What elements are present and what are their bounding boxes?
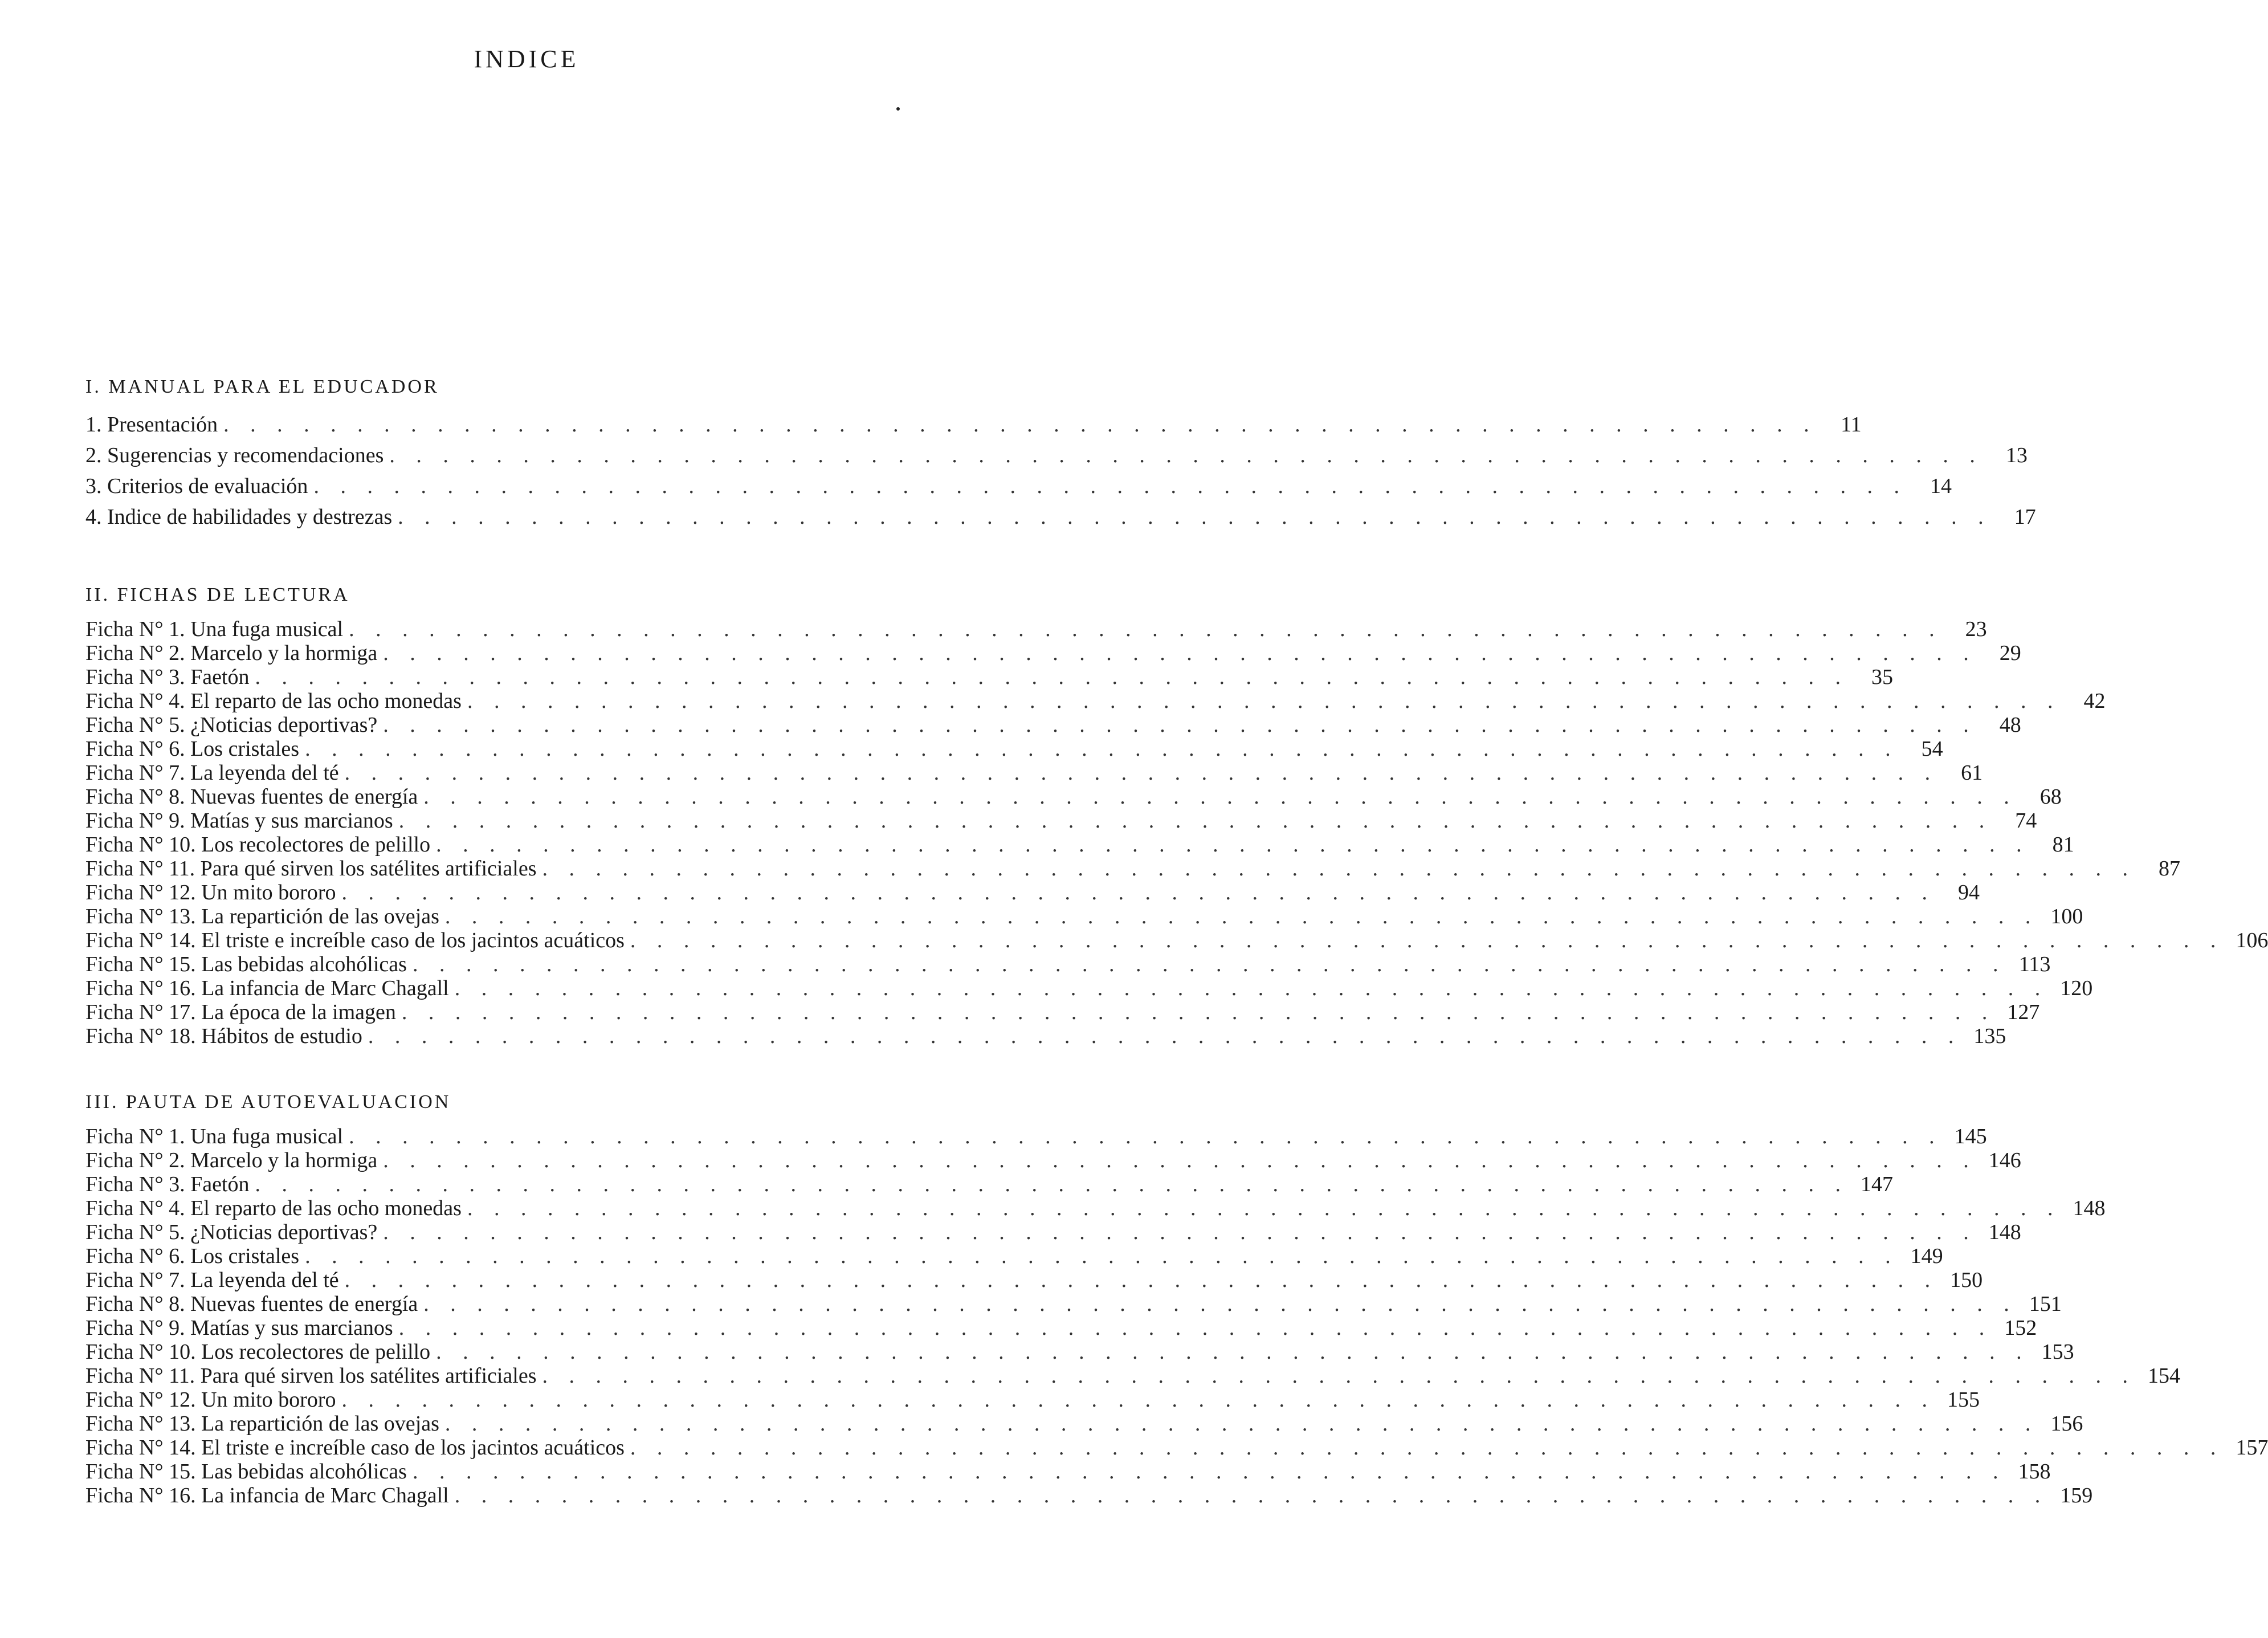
entry-page-number: 148 [2073, 1196, 2106, 1220]
dot-leader: . . . . . . . . . . . . . . . . . . . . . . . . . . . . . . . . . . . . . . . . . . . . . . . . . . . . . . . . . . . . [383, 1148, 1977, 1172]
entry-page-number: 154 [2148, 1364, 2181, 1388]
entry-page-number: 146 [1988, 1148, 2021, 1172]
entry-page-number: 48 [1999, 713, 2021, 737]
scan-speck [896, 107, 900, 111]
entry-page-number: 135 [1973, 1024, 2006, 1048]
toc-entry [85, 1316, 2037, 1340]
entry-page-number: 54 [1921, 737, 1943, 761]
toc-entry [85, 952, 2051, 976]
dot-leader: . . . . . . . . . . . . . . . . . . . . . . . . . . . . . . . . . . . . . . . . . . . . . . . . . . . . . . . . . . . . [383, 641, 1977, 665]
dot-leader: . . . . . . . . . . . . . . . . . . . . . . . . . . . . . . . . . . . . . . . . . . . . . . . . . . . . . . . . . . . . [223, 413, 1817, 437]
entry-title: Ficha N° 15. Las bebidas alcohólicas [85, 952, 407, 976]
entry-page-number: 74 [2015, 809, 2037, 833]
entry-page-number: 23 [1965, 617, 1987, 641]
toc-entry [85, 1484, 2093, 1507]
dot-leader: . . . . . . . . . . . . . . . . . . . . . . . . . . . . . . . . . . . . . . . . . . . . . . . . . . . . . . . . . . . . [255, 665, 1849, 689]
dot-leader: . . . . . . . . . . . . . . . . . . . . . . . . . . . . . . . . . . . . . . . . . . . . . . . . . . . . . . . . . . . . [542, 1364, 2136, 1388]
dot-leader: . . . . . . . . . . . . . . . . . . . . . . . . . . . . . . . . . . . . . . . . . . . . . . . . . . . . . . . . . . . . [542, 857, 2136, 881]
dot-leader: . . . . . . . . . . . . . . . . . . . . . . . . . . . . . . . . . . . . . . . . . . . . . . . . . . . . . . . . . . . . [401, 1000, 1996, 1024]
entry-title: Ficha N° 4. El reparto de las ocho monedas [85, 1196, 462, 1220]
entry-title: Ficha N° 1. Una fuga musical [85, 1124, 344, 1148]
entry-page-number: 17 [2014, 505, 2036, 529]
toc-entry [85, 1292, 2062, 1316]
dot-leader: . . . . . . . . . . . . . . . . . . . . . . . . . . . . . . . . . . . . . . . . . . . . . . . . . . . . . . . . . . . . [436, 833, 2030, 857]
entry-page-number: 87 [2159, 857, 2181, 881]
dot-leader: . . . . . . . . . . . . . . . . . . . . . . . . . . . . . . . . . . . . . . . . . . . . . . . . . . . . . . . . . . . . [412, 1460, 2006, 1484]
entry-title: Ficha N° 15. Las bebidas alcohólicas [85, 1460, 407, 1484]
dot-leader: . . . . . . . . . . . . . . . . . . . . . . . . . . . . . . . . . . . . . . . . . . . . . . . . . . . . . . . . . . . . [389, 443, 1983, 467]
dot-leader: . . . . . . . . . . . . . . . . . . . . . . . . . . . . . . . . . . . . . . . . . . . . . . . . . . . . . . . . . . . . [349, 617, 1943, 641]
toc-entry [85, 1244, 1943, 1268]
entry-title: 3. Criterios de evaluación [85, 474, 308, 498]
section-heading: I. MANUAL PARA EL EDUCADOR [85, 376, 439, 397]
entry-title: Ficha N° 2. Marcelo y la hormiga [85, 641, 378, 665]
toc-entry [85, 928, 2268, 952]
dot-leader: . . . . . . . . . . . . . . . . . . . . . . . . . . . . . . . . . . . . . . . . . . . . . . . . . . . . . . . . . . . . [454, 976, 2049, 1000]
dot-leader: . . . . . . . . . . . . . . . . . . . . . . . . . . . . . . . . . . . . . . . . . . . . . . . . . . . . . . . . . . . . [305, 737, 1899, 761]
entry-title: Ficha N° 14. El triste e increíble caso de los jacintos acuáticos [85, 928, 625, 952]
entry-page-number: 148 [1988, 1220, 2021, 1244]
dot-leader: . . . . . . . . . . . . . . . . . . . . . . . . . . . . . . . . . . . . . . . . . . . . . . . . . . . . . . . . . . . . [341, 1388, 1935, 1412]
entry-title: Ficha N° 17. La época de la imagen [85, 1000, 396, 1024]
entry-title: Ficha N° 8. Nuevas fuentes de energía [85, 785, 418, 809]
entry-title: Ficha N° 8. Nuevas fuentes de energía [85, 1292, 418, 1316]
dot-leader: . . . . . . . . . . . . . . . . . . . . . . . . . . . . . . . . . . . . . . . . . . . . . . . . . . . . . . . . . . . . [349, 1124, 1943, 1148]
section-heading: II. FICHAS DE LECTURA [85, 584, 350, 605]
entry-page-number: 157 [2236, 1436, 2268, 1460]
entry-title: Ficha N° 10. Los recolectores de pelillo [85, 833, 431, 857]
toc-entry [85, 1460, 2051, 1484]
entry-page-number: 42 [2083, 689, 2106, 713]
entry-title: Ficha N° 16. La infancia de Marc Chagall [85, 1484, 449, 1507]
toc-entry [85, 689, 2106, 713]
toc-entry [85, 617, 1987, 641]
dot-leader: . . . . . . . . . . . . . . . . . . . . . . . . . . . . . . . . . . . . . . . . . . . . . . . . . . . . . . . . . . . . [444, 904, 2039, 928]
dot-leader: . . . . . . . . . . . . . . . . . . . . . . . . . . . . . . . . . . . . . . . . . . . . . . . . . . . . . . . . . . . . [383, 713, 1977, 737]
entry-title: 1. Presentación [85, 413, 218, 437]
dot-leader: . . . . . . . . . . . . . . . . . . . . . . . . . . . . . . . . . . . . . . . . . . . . . . . . . . . . . . . . . . . . [444, 1412, 2039, 1436]
toc-entry [85, 713, 2021, 737]
dot-leader: . . . . . . . . . . . . . . . . . . . . . . . . . . . . . . . . . . . . . . . . . . . . . . . . . . . . . . . . . . . . [467, 1196, 2061, 1220]
entry-title: Ficha N° 6. Los cristales [85, 1244, 300, 1268]
entry-title: Ficha N° 7. La leyenda del té [85, 761, 339, 785]
entry-title: Ficha N° 12. Un mito bororo [85, 881, 336, 904]
toc-entry [85, 1412, 2083, 1436]
entry-page-number: 147 [1861, 1172, 1893, 1196]
dot-leader: . . . . . . . . . . . . . . . . . . . . . . . . . . . . . . . . . . . . . . . . . . . . . . . . . . . . . . . . . . . . [630, 1436, 2224, 1460]
toc-entry [85, 809, 2037, 833]
dot-leader: . . . . . . . . . . . . . . . . . . . . . . . . . . . . . . . . . . . . . . . . . . . . . . . . . . . . . . . . . . . . [398, 809, 1993, 833]
entry-page-number: 145 [1954, 1124, 1987, 1148]
entry-title: Ficha N° 11. Para qué sirven los satélites artificiales [85, 857, 537, 881]
dot-leader: . . . . . . . . . . . . . . . . . . . . . . . . . . . . . . . . . . . . . . . . . . . . . . . . . . . . . . . . . . . . [423, 1292, 2017, 1316]
entry-title: Ficha N° 13. La repartición de las ovejas [85, 1412, 439, 1436]
entry-title: Ficha N° 3. Faetón [85, 1172, 250, 1196]
toc-entry [85, 761, 1983, 785]
entry-page-number: 11 [1841, 413, 1862, 437]
entry-title: 4. Indice de habilidades y destrezas [85, 505, 393, 529]
toc-entry [85, 904, 2083, 928]
toc-entry [85, 857, 2181, 881]
dot-leader: . . . . . . . . . . . . . . . . . . . . . . . . . . . . . . . . . . . . . . . . . . . . . . . . . . . . . . . . . . . . [454, 1484, 2049, 1507]
entry-page-number: 94 [1958, 881, 1980, 904]
entry-page-number: 113 [2018, 952, 2051, 976]
entry-page-number: 152 [2004, 1316, 2037, 1340]
entry-page-number: 29 [1999, 641, 2021, 665]
toc-entry [85, 1196, 2106, 1220]
toc-entry [85, 1364, 2181, 1388]
entry-title: Ficha N° 5. ¿Noticias deportivas? [85, 1220, 378, 1244]
dot-leader: . . . . . . . . . . . . . . . . . . . . . . . . . . . . . . . . . . . . . . . . . . . . . . . . . . . . . . . . . . . . [305, 1244, 1899, 1268]
toc-list [85, 409, 2036, 532]
entry-title: Ficha N° 6. Los cristales [85, 737, 300, 761]
entry-title: Ficha N° 18. Hábitos de estudio [85, 1024, 362, 1048]
toc-entry [85, 641, 2021, 665]
toc-list [85, 617, 2268, 1048]
toc-entry [85, 440, 2028, 471]
entry-page-number: 68 [2039, 785, 2062, 809]
toc-entry [85, 1388, 1980, 1412]
entry-title: Ficha N° 4. El reparto de las ocho monedas [85, 689, 462, 713]
dot-leader: . . . . . . . . . . . . . . . . . . . . . . . . . . . . . . . . . . . . . . . . . . . . . . . . . . . . . . . . . . . . [436, 1340, 2030, 1364]
entry-page-number: 149 [1910, 1244, 1943, 1268]
dot-leader: . . . . . . . . . . . . . . . . . . . . . . . . . . . . . . . . . . . . . . . . . . . . . . . . . . . . . . . . . . . . [398, 505, 1992, 529]
dot-leader: . . . . . . . . . . . . . . . . . . . . . . . . . . . . . . . . . . . . . . . . . . . . . . . . . . . . . . . . . . . . [344, 761, 1939, 785]
toc-entry [85, 785, 2062, 809]
toc-entry [85, 976, 2093, 1000]
entry-title: Ficha N° 11. Para qué sirven los satélites artificiales [85, 1364, 537, 1388]
entry-page-number: 61 [1961, 761, 1983, 785]
entry-page-number: 151 [2029, 1292, 2062, 1316]
toc-entry [85, 665, 1893, 689]
toc-entry [85, 1148, 2021, 1172]
dot-leader: . . . . . . . . . . . . . . . . . . . . . . . . . . . . . . . . . . . . . . . . . . . . . . . . . . . . . . . . . . . . [344, 1268, 1939, 1292]
entry-page-number: 150 [1950, 1268, 1983, 1292]
entry-title: Ficha N° 2. Marcelo y la hormiga [85, 1148, 378, 1172]
toc-list [85, 1124, 2268, 1507]
page-title: INDICE [474, 45, 580, 73]
dot-leader: . . . . . . . . . . . . . . . . . . . . . . . . . . . . . . . . . . . . . . . . . . . . . . . . . . . . . . . . . . . . [423, 785, 2017, 809]
entry-page-number: 120 [2060, 976, 2093, 1000]
toc-entry [85, 881, 1980, 904]
entry-page-number: 127 [2007, 1000, 2040, 1024]
entry-page-number: 156 [2050, 1412, 2083, 1436]
entry-title: Ficha N° 14. El triste e increíble caso de los jacintos acuáticos [85, 1436, 625, 1460]
entry-title: 2. Sugerencias y recomendaciones [85, 443, 384, 467]
toc-entry [85, 1340, 2074, 1364]
entry-title: Ficha N° 9. Matías y sus marcianos [85, 1316, 393, 1340]
entry-title: Ficha N° 7. La leyenda del té [85, 1268, 339, 1292]
entry-page-number: 106 [2236, 928, 2268, 952]
toc-entry [85, 1124, 1987, 1148]
dot-leader: . . . . . . . . . . . . . . . . . . . . . . . . . . . . . . . . . . . . . . . . . . . . . . . . . . . . . . . . . . . . [630, 928, 2224, 952]
toc-entry [85, 1024, 2006, 1048]
entry-page-number: 155 [1947, 1388, 1980, 1412]
entry-title: Ficha N° 12. Un mito bororo [85, 1388, 336, 1412]
toc-entry [85, 737, 1943, 761]
toc-entry [85, 1220, 2021, 1244]
entry-title: Ficha N° 13. La repartición de las ovejas [85, 904, 439, 928]
entry-page-number: 159 [2060, 1484, 2093, 1507]
section-manual [85, 376, 2036, 532]
dot-leader: . . . . . . . . . . . . . . . . . . . . . . . . . . . . . . . . . . . . . . . . . . . . . . . . . . . . . . . . . . . . [467, 689, 2061, 713]
entry-page-number: 158 [2018, 1460, 2051, 1484]
toc-entry [85, 1268, 1983, 1292]
dot-leader: . . . . . . . . . . . . . . . . . . . . . . . . . . . . . . . . . . . . . . . . . . . . . . . . . . . . . . . . . . . . [383, 1220, 1977, 1244]
toc-entry [85, 1436, 2268, 1460]
entry-title: Ficha N° 3. Faetón [85, 665, 250, 689]
entry-page-number: 153 [2041, 1340, 2074, 1364]
entry-title: Ficha N° 16. La infancia de Marc Chagall [85, 976, 449, 1000]
dot-leader: . . . . . . . . . . . . . . . . . . . . . . . . . . . . . . . . . . . . . . . . . . . . . . . . . . . . . . . . . . . . [412, 952, 2006, 976]
entry-title: Ficha N° 5. ¿Noticias deportivas? [85, 713, 378, 737]
dot-leader: . . . . . . . . . . . . . . . . . . . . . . . . . . . . . . . . . . . . . . . . . . . . . . . . . . . . . . . . . . . . [341, 881, 1935, 904]
toc-entry [85, 833, 2074, 857]
toc-entry [85, 471, 1952, 502]
toc-entry [85, 1172, 1893, 1196]
entry-title: Ficha N° 9. Matías y sus marcianos [85, 809, 393, 833]
dot-leader: . . . . . . . . . . . . . . . . . . . . . . . . . . . . . . . . . . . . . . . . . . . . . . . . . . . . . . . . . . . . [368, 1024, 1962, 1048]
entry-page-number: 35 [1871, 665, 1893, 689]
dot-leader: . . . . . . . . . . . . . . . . . . . . . . . . . . . . . . . . . . . . . . . . . . . . . . . . . . . . . . . . . . . . [313, 474, 1907, 498]
dot-leader: . . . . . . . . . . . . . . . . . . . . . . . . . . . . . . . . . . . . . . . . . . . . . . . . . . . . . . . . . . . . [398, 1316, 1993, 1340]
section-heading: III. PAUTA DE AUTOEVALUACION [85, 1091, 451, 1113]
toc-entry [85, 409, 1862, 440]
toc-entry [85, 1000, 2040, 1024]
entry-title: Ficha N° 1. Una fuga musical [85, 617, 344, 641]
entry-page-number: 81 [2052, 833, 2074, 857]
entry-page-number: 13 [2005, 443, 2028, 467]
entry-title: Ficha N° 10. Los recolectores de pelillo [85, 1340, 431, 1364]
section-fichas [85, 584, 2268, 1048]
entry-page-number: 14 [1930, 474, 1952, 498]
dot-leader: . . . . . . . . . . . . . . . . . . . . . . . . . . . . . . . . . . . . . . . . . . . . . . . . . . . . . . . . . . . . [255, 1172, 1849, 1196]
section-pauta [85, 1091, 2268, 1507]
toc-entry [85, 502, 2036, 532]
entry-page-number: 100 [2050, 904, 2083, 928]
